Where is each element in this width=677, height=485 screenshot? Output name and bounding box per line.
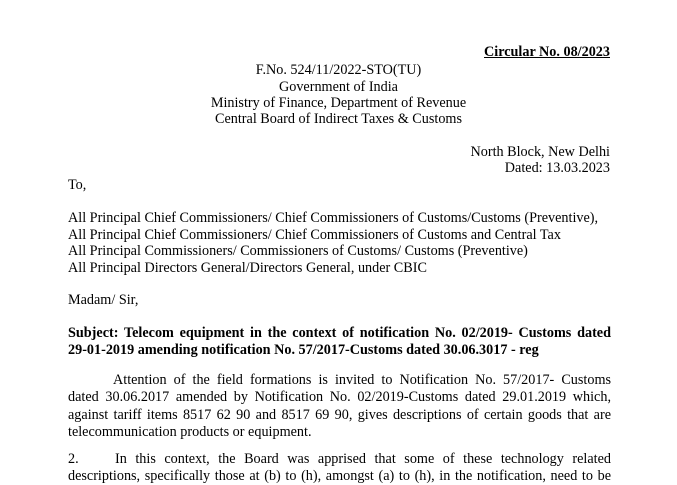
paragraph-1 <box>68 372 611 441</box>
paragraph-line: Attention of the field formations is invited to Notification No. 57/2017- Customs <box>113 372 611 388</box>
subject-line: 29-01-2019 amending notification No. 57/2017-Customs dated 30.06.3017 - reg <box>68 342 539 359</box>
paragraph-2-number: 2. <box>68 451 79 467</box>
government-line: Government of India <box>279 79 398 95</box>
recipient-line: All Principal Chief Commissioners/ Chief Commissioners of Customs/Customs (Preventive), <box>68 210 599 226</box>
file-number: F.No. 524/11/2022-STO(TU) <box>255 62 422 78</box>
paragraph-2 <box>115 451 611 468</box>
paragraph-2-continued <box>68 468 611 485</box>
board-line: Central Board of Indirect Taxes & Customs <box>215 111 462 127</box>
ministry-line: Ministry of Finance, Department of Revenue <box>210 95 467 111</box>
subject-line: Subject: Telecom equipment in the context of notification No. 02/2019- Customs dated <box>68 325 611 341</box>
recipient-line: All Principal Commissioners/ Commissioners of Customs/ Customs (Preventive) <box>68 243 528 259</box>
to-label: To, <box>68 177 87 193</box>
paragraph-line: dated 30.06.2017 amended by Notification No. 02/2019-Customs dated 29.01.2019 which, <box>68 389 611 406</box>
location-line: North Block, New Delhi <box>470 144 610 160</box>
salutation: Madam/ Sir, <box>68 292 139 308</box>
paragraph-line: descriptions, specifically those at (b) to (h), amongst (a) to (h), in the notification, need to be <box>68 468 611 484</box>
paragraph-line: against tariff items 8517 62 90 and 8517 69 90, gives descriptions of certain goods that are <box>68 406 611 423</box>
circular-number: Circular No. 08/2023 <box>484 44 610 60</box>
recipient-line: All Principal Chief Commissioners/ Chief Commissioners of Customs and Central Tax <box>68 227 561 243</box>
paragraph-line: telecommunication products or equipment. <box>68 423 312 440</box>
recipient-line: All Principal Directors General/Directors General, under CBIC <box>68 260 427 276</box>
subject-block <box>68 325 611 360</box>
paragraph-line: In this context, the Board was apprised that some of these technology related <box>115 451 611 467</box>
date-line: Dated: 13.03.2023 <box>504 160 610 176</box>
